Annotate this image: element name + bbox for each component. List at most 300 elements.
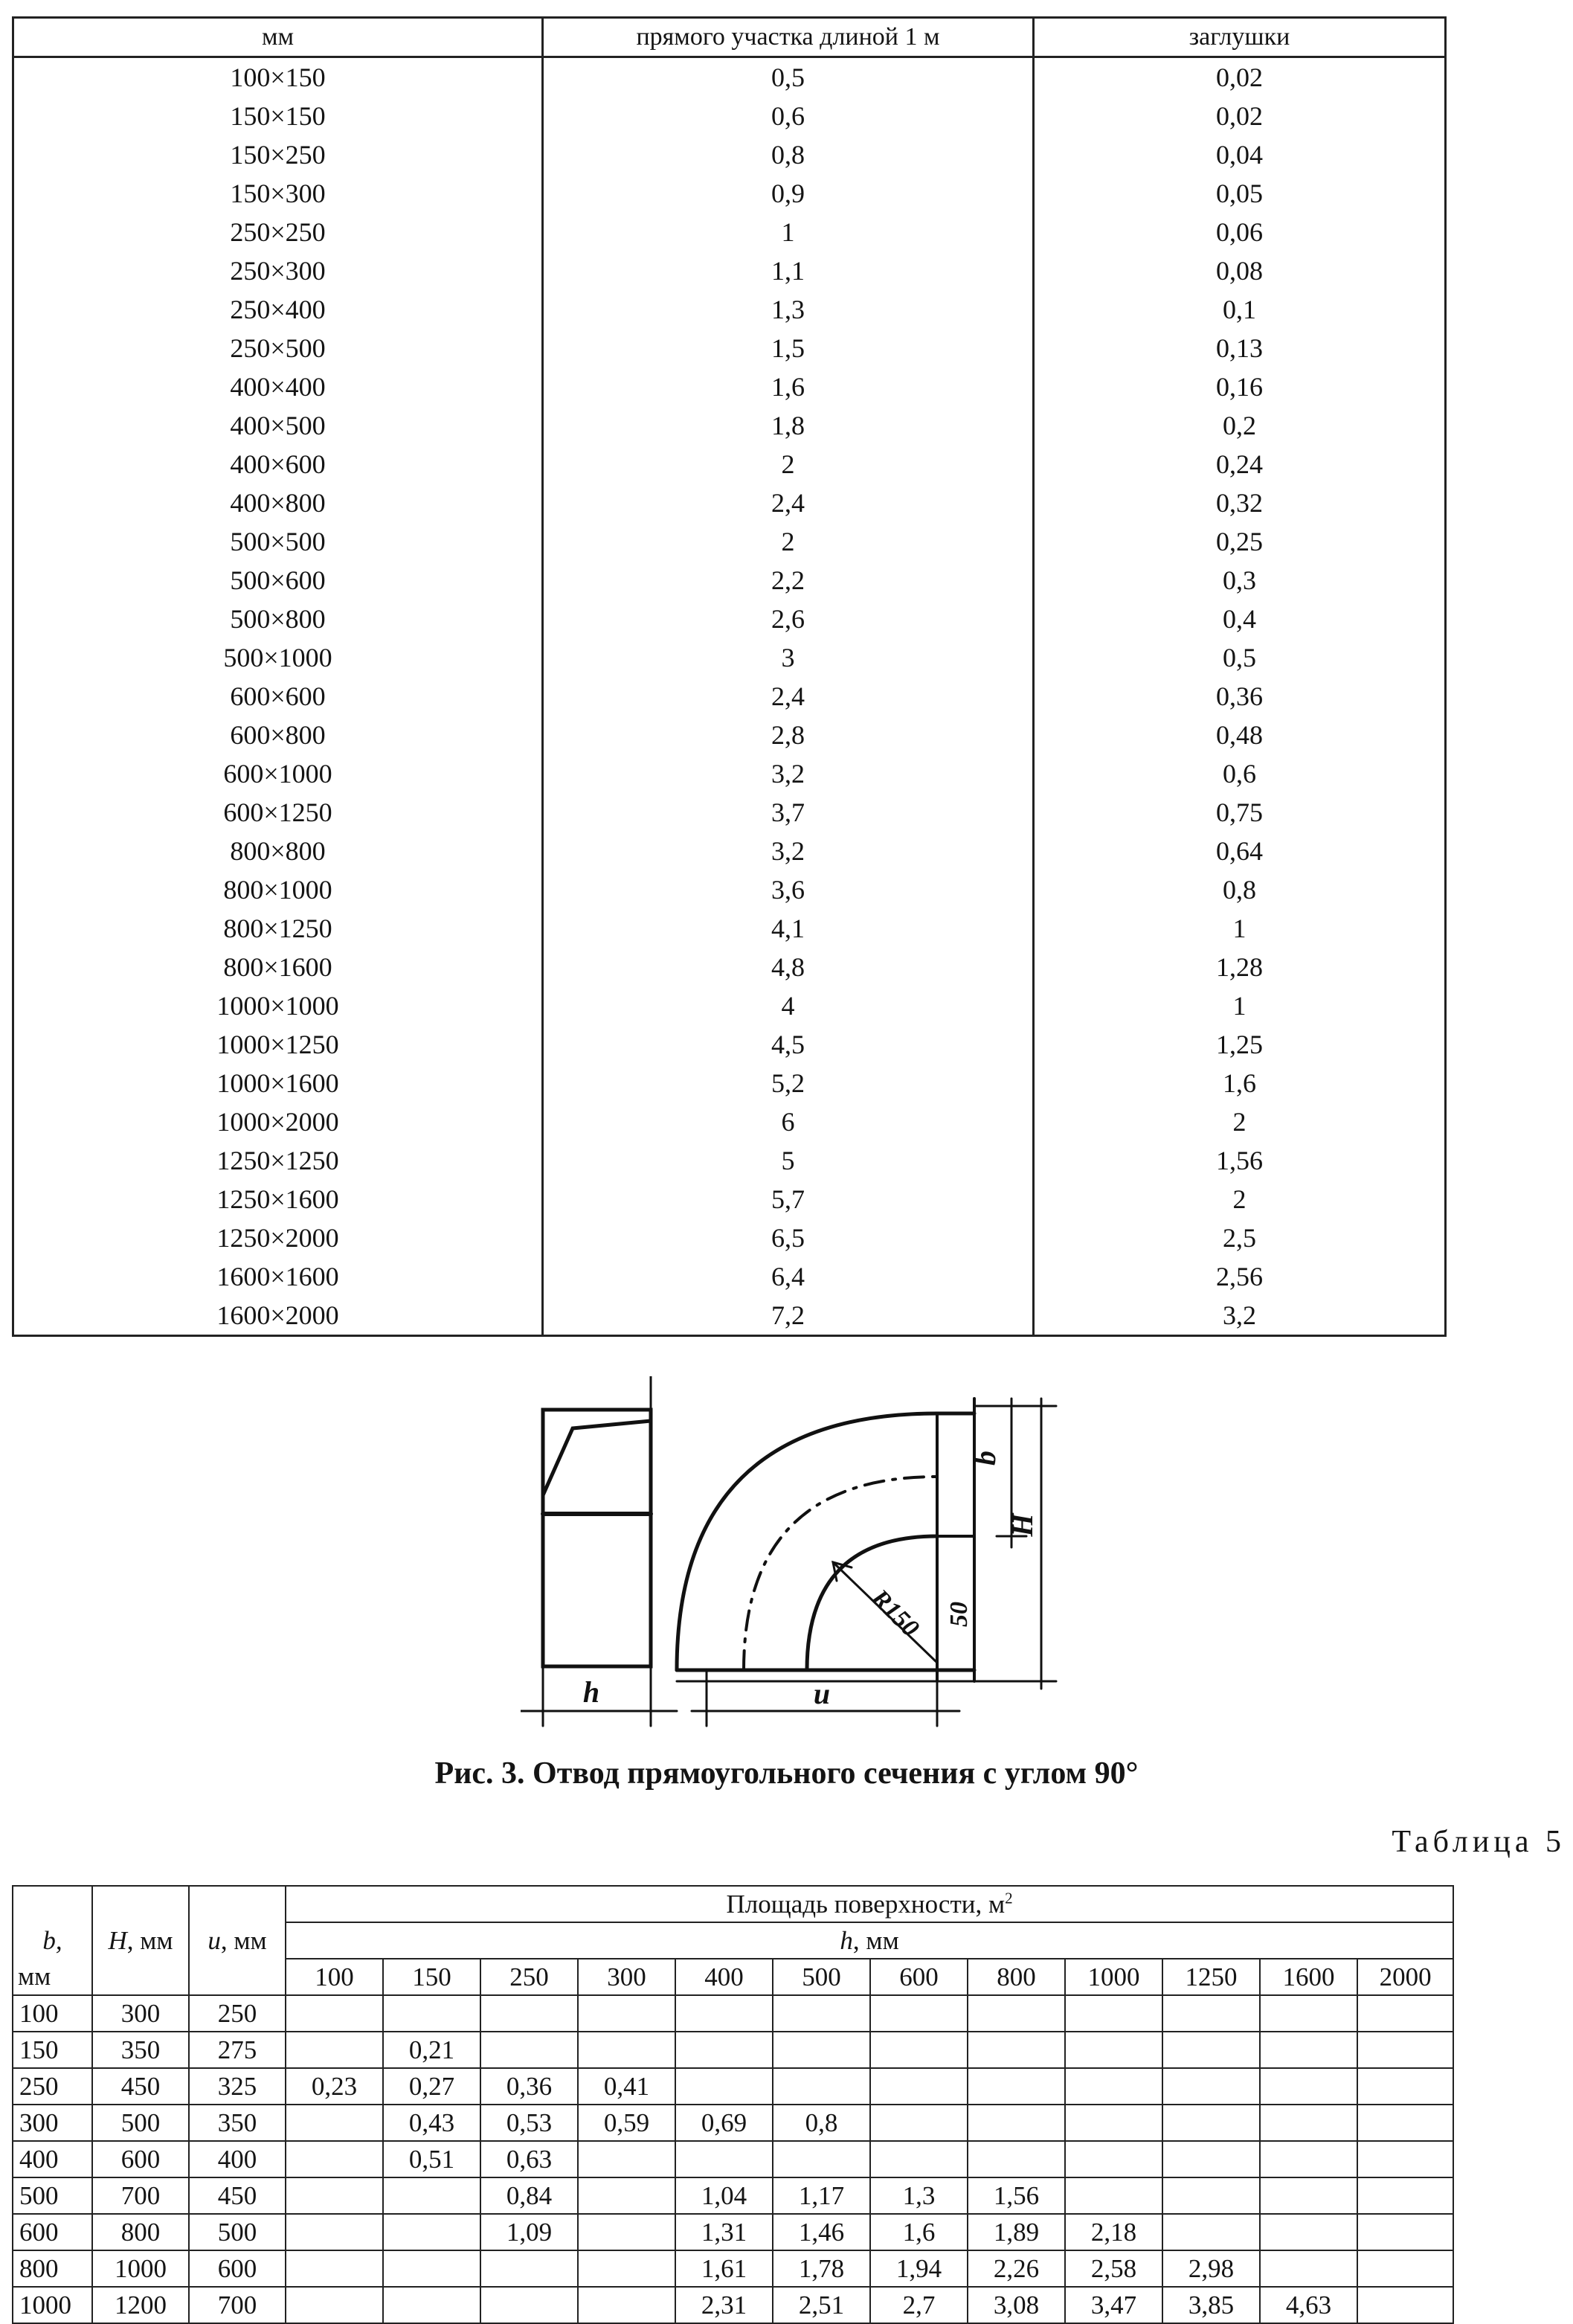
table-cell	[1357, 2068, 1453, 2105]
H-header: H, мм	[92, 1922, 189, 1959]
table-cell: 4	[543, 986, 1034, 1025]
table-cell: 1250×1250	[13, 1141, 543, 1180]
table-cell: 3,2	[543, 832, 1034, 870]
table-cell: 0,48	[1034, 716, 1446, 754]
table-cell: 1,56	[968, 2177, 1065, 2214]
table-row	[13, 2177, 1453, 2214]
table-cell: 500×800	[13, 600, 543, 638]
table-row	[13, 1064, 1446, 1102]
table-cell: 0,27	[383, 2068, 480, 2105]
table-row	[13, 135, 1446, 174]
label-radius: R150	[866, 1584, 924, 1643]
table-cell	[968, 1995, 1065, 2032]
table-cell	[480, 2250, 578, 2287]
table-cell: 500×600	[13, 561, 543, 600]
table-cell: 1600×1600	[13, 1257, 543, 1296]
table-row	[13, 677, 1446, 716]
table-cell	[1260, 2032, 1357, 2068]
table-cell	[1065, 2032, 1162, 2068]
table-cell: 325	[189, 2068, 286, 2105]
table-cell	[870, 2141, 968, 2177]
table-cell: 0,5	[1034, 638, 1446, 677]
table-cell: 1,94	[870, 2250, 968, 2287]
h-value-header: 1600	[1260, 1959, 1357, 1995]
table-cell: 3,6	[543, 870, 1034, 909]
table-cell: 0,53	[480, 2105, 578, 2141]
table-cell	[286, 2105, 383, 2141]
table-cell	[578, 1995, 675, 2032]
table-cell: 1000×1600	[13, 1064, 543, 1102]
table-cell: 1600×2000	[13, 1296, 543, 1336]
table-cell: 450	[189, 2177, 286, 2214]
table-row	[13, 213, 1446, 251]
table-cell	[1162, 2177, 1260, 2214]
table-cell: 7,2	[543, 1296, 1034, 1336]
table-cell: 250×250	[13, 213, 543, 251]
table-cell	[1065, 2141, 1162, 2177]
table-cell: 1,28	[1034, 948, 1446, 986]
table-cell	[1260, 2214, 1357, 2250]
table-cell: 0,64	[1034, 832, 1446, 870]
table-cell: 0,41	[578, 2068, 675, 2105]
table-cell: 100×150	[13, 57, 543, 97]
table-cell	[773, 2068, 870, 2105]
table-cell: 4,8	[543, 948, 1034, 986]
table-cell: 2,26	[968, 2250, 1065, 2287]
table-cell: 1200	[92, 2287, 189, 2323]
table-cell: 400×600	[13, 445, 543, 484]
table-cell	[1162, 2105, 1260, 2141]
table-cell: 0,6	[1034, 754, 1446, 793]
table-header-row	[13, 1922, 1453, 1959]
h-value-header: 400	[675, 1959, 773, 1995]
table-cell: 0,21	[383, 2032, 480, 2068]
table-cell: 150×250	[13, 135, 543, 174]
table-cell	[1357, 2105, 1453, 2141]
table-row	[13, 329, 1446, 367]
table-cell	[1357, 2214, 1453, 2250]
table-cell: 1000×2000	[13, 1102, 543, 1141]
table-cell: 0,43	[383, 2105, 480, 2141]
h-value-header: 600	[870, 1959, 968, 1995]
table-cell: 1,89	[968, 2214, 1065, 2250]
table-row	[13, 290, 1446, 329]
table-cell	[1065, 2177, 1162, 2214]
table-header-row	[13, 1886, 1453, 1922]
table-cell: 1,1	[543, 251, 1034, 290]
table-cell: 250×400	[13, 290, 543, 329]
table-cell: 0,04	[1034, 135, 1446, 174]
table-cell: 0,32	[1034, 484, 1446, 522]
table-cell	[1162, 1995, 1260, 2032]
table-cell: 1,61	[675, 2250, 773, 2287]
table-cell	[1260, 2068, 1357, 2105]
table-cell: 600	[189, 2250, 286, 2287]
table-cell: 4,5	[543, 1025, 1034, 1064]
table-cell: 500	[189, 2214, 286, 2250]
figure-caption: Рис. 3. Отвод прямоугольного сечения с углом 90°	[434, 1756, 1139, 1791]
table-row	[13, 97, 1446, 135]
table-cell: 600	[13, 2214, 92, 2250]
elbow-side-view	[521, 1376, 677, 1726]
table-cell	[675, 2141, 773, 2177]
table-cell: 0,25	[1034, 522, 1446, 561]
b-unit: мм	[13, 1959, 92, 1995]
table-row	[13, 561, 1446, 600]
table-cell	[578, 2177, 675, 2214]
table-cell: 800×1600	[13, 948, 543, 986]
table-cell	[383, 2214, 480, 2250]
table-duct-surface-area	[12, 16, 1447, 1337]
table-cell: 400×800	[13, 484, 543, 522]
table-row	[13, 1219, 1446, 1257]
table-cell: 800×1000	[13, 870, 543, 909]
table-cell: 800	[13, 2250, 92, 2287]
table-cell: 0,23	[286, 2068, 383, 2105]
table-cell: 0,05	[1034, 174, 1446, 213]
table-cell: 500	[13, 2177, 92, 2214]
table-row	[13, 754, 1446, 793]
table-cell: 1000×1250	[13, 1025, 543, 1064]
table-cell: 2,58	[1065, 2250, 1162, 2287]
table-cell: 800	[92, 2214, 189, 2250]
table-cell	[578, 2214, 675, 2250]
table-cell: 1,56	[1034, 1141, 1446, 1180]
table-cell: 6,4	[543, 1257, 1034, 1296]
table-row	[13, 986, 1446, 1025]
elbow-front-view	[677, 1399, 1056, 1726]
table-cell	[1357, 2032, 1453, 2068]
table-cell: 700	[92, 2177, 189, 2214]
table-cell: 6,5	[543, 1219, 1034, 1257]
table-cell	[1357, 1995, 1453, 2032]
table-header-row	[13, 1959, 1453, 1995]
table-row	[13, 2141, 1453, 2177]
table-cell	[675, 2032, 773, 2068]
label-u: u	[813, 1677, 831, 1710]
table-cell: 1,46	[773, 2214, 870, 2250]
h-title-cell: h, мм	[286, 1922, 1453, 1959]
table-row	[13, 870, 1446, 909]
table-cell: 2,56	[1034, 1257, 1446, 1296]
table-cell	[968, 2068, 1065, 2105]
table-cell	[480, 1995, 578, 2032]
table-cell	[870, 2068, 968, 2105]
table-cell: 1,5	[543, 329, 1034, 367]
table-cell: 1	[543, 213, 1034, 251]
table-cell: 1	[1034, 986, 1446, 1025]
table-cell: 600×800	[13, 716, 543, 754]
elbow-drawing	[521, 1376, 1071, 1733]
table-cell	[773, 1995, 870, 2032]
table-cell: 2,51	[773, 2287, 870, 2323]
table-cell: 300	[92, 1995, 189, 2032]
h-value-header: 1250	[1162, 1959, 1260, 1995]
h-value-header: 250	[480, 1959, 578, 1995]
table-cell	[286, 2214, 383, 2250]
table-cell: 400×500	[13, 406, 543, 445]
table-cell: 1,31	[675, 2214, 773, 2250]
table-number-label: Таблица 5	[1392, 1825, 1566, 1859]
table-cell: 2,8	[543, 716, 1034, 754]
table-cell: 0,75	[1034, 793, 1446, 832]
table-cell: 300	[13, 2105, 92, 2141]
area-title-cell: Площадь поверхности, $м^2$	[286, 1886, 1453, 1922]
table-cell: 250	[189, 1995, 286, 2032]
table-row	[13, 600, 1446, 638]
table-cell: 400	[189, 2141, 286, 2177]
column-header: заглушки	[1034, 18, 1446, 57]
table-cell: 0,6	[543, 97, 1034, 135]
table-cell	[480, 2032, 578, 2068]
table-cell: 2	[1034, 1102, 1446, 1141]
table-cell: 400×400	[13, 367, 543, 406]
table-cell	[1260, 2250, 1357, 2287]
table-cell	[870, 1995, 968, 2032]
table-cell	[968, 2141, 1065, 2177]
table-cell: 1000	[13, 2287, 92, 2323]
table-cell: 1	[1034, 909, 1446, 948]
label-H: H	[1006, 1513, 1039, 1537]
label-50: 50	[945, 1602, 973, 1627]
table-cell	[1162, 2032, 1260, 2068]
table-cell: 0,06	[1034, 213, 1446, 251]
table-cell: 3,7	[543, 793, 1034, 832]
table-row	[13, 445, 1446, 484]
table-cell: 0,13	[1034, 329, 1446, 367]
table-cell	[1260, 2141, 1357, 2177]
table-cell: 2,6	[543, 600, 1034, 638]
table-cell	[286, 2250, 383, 2287]
table-row	[13, 522, 1446, 561]
table-row	[13, 1025, 1446, 1064]
u-header: u, мм	[189, 1922, 286, 1959]
table-cell: 0,02	[1034, 97, 1446, 135]
table-elbow-surface-area	[12, 1885, 1454, 2324]
table-cell	[1065, 1995, 1162, 2032]
table-cell: 1,8	[543, 406, 1034, 445]
table-cell	[1260, 2177, 1357, 2214]
h-value-header: 800	[968, 1959, 1065, 1995]
table-row	[13, 2068, 1453, 2105]
table-cell: 100	[13, 1995, 92, 2032]
table-cell: 0,69	[675, 2105, 773, 2141]
table-cell	[578, 2032, 675, 2068]
table-cell: 2,31	[675, 2287, 773, 2323]
table-cell: 275	[189, 2032, 286, 2068]
table-cell	[968, 2105, 1065, 2141]
table-cell: 4,63	[1260, 2287, 1357, 2323]
table-cell: 3,85	[1162, 2287, 1260, 2323]
table-cell: 0,8	[543, 135, 1034, 174]
table-cell: 0,8	[773, 2105, 870, 2141]
table-row	[13, 1296, 1446, 1336]
table-cell: 1000×1000	[13, 986, 543, 1025]
table-cell	[383, 1995, 480, 2032]
table-cell: 1,6	[543, 367, 1034, 406]
table-row	[13, 1995, 1453, 2032]
table-cell: 2,98	[1162, 2250, 1260, 2287]
table-cell	[286, 2177, 383, 2214]
table-cell	[773, 2141, 870, 2177]
table-cell	[675, 2068, 773, 2105]
table-cell: 0,24	[1034, 445, 1446, 484]
table-cell: 0,59	[578, 2105, 675, 2141]
table-cell: 2,4	[543, 677, 1034, 716]
h-value-header: 300	[578, 1959, 675, 1995]
table-row	[13, 909, 1446, 948]
table-row	[13, 716, 1446, 754]
column-header: прямого участка длиной 1 м	[543, 18, 1034, 57]
table-cell: 1,6	[1034, 1064, 1446, 1102]
table-row	[13, 406, 1446, 445]
table-cell	[286, 2032, 383, 2068]
table-cell: 2	[543, 522, 1034, 561]
table-cell	[578, 2250, 675, 2287]
table-cell: 1,6	[870, 2214, 968, 2250]
table-row	[13, 1102, 1446, 1141]
table-cell: 2,7	[870, 2287, 968, 2323]
table-cell: 250×500	[13, 329, 543, 367]
table-cell	[1357, 2141, 1453, 2177]
table-cell: 3,08	[968, 2287, 1065, 2323]
table-cell: 1,25	[1034, 1025, 1446, 1064]
table-cell: 250	[13, 2068, 92, 2105]
table-cell	[1162, 2141, 1260, 2177]
table-cell: 0,4	[1034, 600, 1446, 638]
h-value-header: 100	[286, 1959, 383, 1995]
table-cell: 1250×2000	[13, 1219, 543, 1257]
table-cell: 2	[1034, 1180, 1446, 1219]
table-cell: 2,4	[543, 484, 1034, 522]
table-cell: 5,7	[543, 1180, 1034, 1219]
h-value-header: 1000	[1065, 1959, 1162, 1995]
table-cell: 500×500	[13, 522, 543, 561]
table-cell: 0,9	[543, 174, 1034, 213]
table-row	[13, 2105, 1453, 2141]
table-header-row	[13, 18, 1446, 57]
table-cell: 800×800	[13, 832, 543, 870]
table-row	[13, 793, 1446, 832]
table-cell: 150×150	[13, 97, 543, 135]
label-b: b	[968, 1451, 1002, 1466]
table-cell	[1162, 2214, 1260, 2250]
table-cell: 3	[543, 638, 1034, 677]
table-cell: 350	[92, 2032, 189, 2068]
table-cell: 400	[13, 2141, 92, 2177]
table-cell: 1,3	[870, 2177, 968, 2214]
table-row	[13, 57, 1446, 97]
table-cell: 600×600	[13, 677, 543, 716]
table-cell: 800×1250	[13, 909, 543, 948]
table-cell: 3,2	[543, 754, 1034, 793]
table-cell: 150	[13, 2032, 92, 2068]
table-cell: 350	[189, 2105, 286, 2141]
h-value-header: 150	[383, 1959, 480, 1995]
table-cell	[1357, 2250, 1453, 2287]
table-cell: 0,36	[1034, 677, 1446, 716]
table-cell	[286, 1995, 383, 2032]
table-cell: 250×300	[13, 251, 543, 290]
table-cell	[1065, 2105, 1162, 2141]
table-cell: 1,17	[773, 2177, 870, 2214]
table-cell	[1260, 2105, 1357, 2141]
table-cell: 150×300	[13, 174, 543, 213]
table-cell	[383, 2250, 480, 2287]
table-cell	[578, 2141, 675, 2177]
table-cell: 2,18	[1065, 2214, 1162, 2250]
table-cell: 2,5	[1034, 1219, 1446, 1257]
table-cell: 3,47	[1065, 2287, 1162, 2323]
table-cell: 2,2	[543, 561, 1034, 600]
table-row	[13, 484, 1446, 522]
table-cell: 0,02	[1034, 57, 1446, 97]
table-cell: 5	[543, 1141, 1034, 1180]
table-cell	[1065, 2068, 1162, 2105]
table-cell: 600	[92, 2141, 189, 2177]
table-cell: 0,51	[383, 2141, 480, 2177]
h-value-header: 2000	[1357, 1959, 1453, 1995]
table-row	[13, 367, 1446, 406]
table-cell	[1162, 2068, 1260, 2105]
table-cell: 6	[543, 1102, 1034, 1141]
table-cell: 1000	[92, 2250, 189, 2287]
table-cell: 1,09	[480, 2214, 578, 2250]
table-cell: 500	[92, 2105, 189, 2141]
table-cell: 1250×1600	[13, 1180, 543, 1219]
table-cell: 0,5	[543, 57, 1034, 97]
table-cell: 0,16	[1034, 367, 1446, 406]
label-h: h	[582, 1675, 600, 1709]
table-cell: 1,04	[675, 2177, 773, 2214]
h-value-header: 500	[773, 1959, 870, 1995]
table-row	[13, 1257, 1446, 1296]
table-row	[13, 2250, 1453, 2287]
table-cell	[870, 2032, 968, 2068]
table-cell: 0,84	[480, 2177, 578, 2214]
column-header: мм	[13, 18, 543, 57]
table-cell: 1,3	[543, 290, 1034, 329]
table-cell: 700	[189, 2287, 286, 2323]
table-cell	[773, 2032, 870, 2068]
table-cell: 3,2	[1034, 1296, 1446, 1336]
table-cell: 5,2	[543, 1064, 1034, 1102]
table-row	[13, 638, 1446, 677]
table-row	[13, 2214, 1453, 2250]
table-cell: 0,2	[1034, 406, 1446, 445]
table-cell	[383, 2177, 480, 2214]
table-row	[13, 174, 1446, 213]
table-cell: 600×1250	[13, 793, 543, 832]
table-cell: 500×1000	[13, 638, 543, 677]
table-cell: 4,1	[543, 909, 1034, 948]
table-cell	[675, 1995, 773, 2032]
table-row	[13, 251, 1446, 290]
table-cell: 0,63	[480, 2141, 578, 2177]
table-cell	[1260, 1995, 1357, 2032]
table-cell: 450	[92, 2068, 189, 2105]
table-cell	[968, 2032, 1065, 2068]
table-row	[13, 1141, 1446, 1180]
table-row	[13, 832, 1446, 870]
table-cell: 600×1000	[13, 754, 543, 793]
table-cell: 0,3	[1034, 561, 1446, 600]
b-header: b,	[13, 1922, 92, 1959]
table-row	[13, 948, 1446, 986]
table-cell: 0,08	[1034, 251, 1446, 290]
table-cell: 0,8	[1034, 870, 1446, 909]
table-row	[13, 2032, 1453, 2068]
